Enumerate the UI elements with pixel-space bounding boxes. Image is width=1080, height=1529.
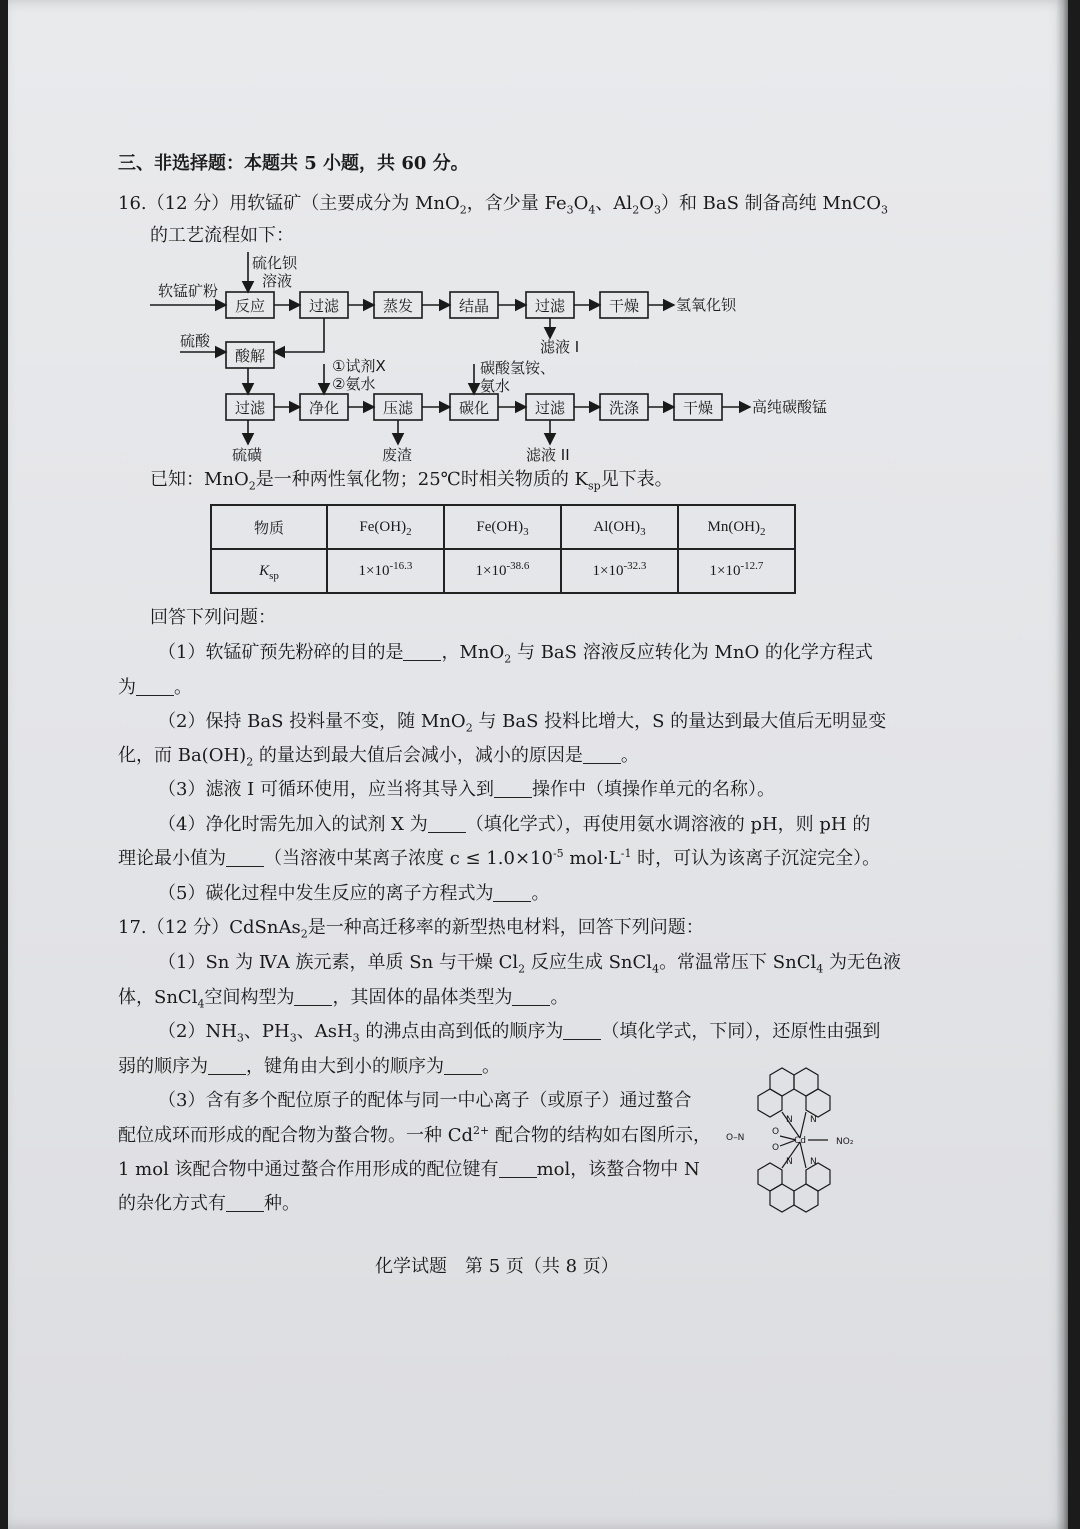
- answer-blank[interactable]: [403, 642, 441, 661]
- label-purify: 净化: [309, 399, 340, 417]
- answer-blank[interactable]: [583, 745, 621, 764]
- paper-edge-shadow: [1056, 0, 1068, 1529]
- q17-part2-line1: $(2)NH_3$、$PH_3$、AsH$_3$ 的沸点由高到低的顺序为 （填化学式，下同），还原性由强到: [158, 1021, 881, 1045]
- label-o1: O: [772, 1127, 780, 1137]
- q17-part3-line1: （3）含有多个配位原子的配体与同一中心离子（或原子）通过螯合: [158, 1090, 692, 1111]
- label-sulfur: 硫磺: [232, 446, 263, 464]
- table-row-label: $K_{sp}$: [211, 549, 327, 593]
- q17-header: 17.（12 分）CdSnAs$_2$是一种高迁移率的新型热电材料，回答下列问题：: [118, 917, 704, 941]
- label-bas-1: 硫化钡: [252, 254, 298, 272]
- table-cell: $1\times 10^{-16.3}$: [327, 549, 444, 593]
- answer-blank[interactable]: [226, 1193, 264, 1212]
- table-cell: $1\times 10^{-38.6}$: [444, 549, 561, 593]
- label-reagent-x: ①试剂X: [332, 357, 386, 375]
- answer-blank[interactable]: [294, 987, 332, 1006]
- label-n: N: [810, 1115, 817, 1125]
- section-title: 三、非选择题：本题共 5 小题，共 60 分。: [118, 153, 469, 174]
- answer-blank[interactable]: [493, 883, 531, 902]
- label-ono: O–N: [726, 1133, 745, 1143]
- label-dry2: 干燥: [683, 399, 714, 417]
- q17-part1-line1: （1）Sn 为 ⅣA 族元素，单质 Sn 与干燥 $Cl_2$ 反应生成 SnCl$_4$。常温常压下 SnCl$_4$ 为无色液: [158, 952, 901, 976]
- q17-part3-line3: 1 mol 该配合物中通过螯合作用形成的配位键有 mol，该螯合物中 N: [118, 1159, 700, 1180]
- label-evap: 蒸发: [383, 297, 414, 315]
- label-filter1: 过滤: [309, 297, 340, 315]
- label-nh4hco3-1: 碳酸氢铵、: [480, 359, 556, 377]
- cd-complex-structure-diagram: [720, 1060, 880, 1220]
- label-product1: 氢氧化钡: [676, 296, 737, 314]
- table-header-cell: $Mn(OH)_2$: [678, 505, 795, 549]
- q16-header: 16.（12 分）用软锰矿（主要成分为 MnO$_2$，含少量 $Fe_3O_4$、$Al_2O_3$）和 BaS 制备高纯 MnCO$_3$: [118, 193, 888, 217]
- label-filter2: 过滤: [535, 297, 566, 315]
- ksp-table-value-row: [211, 549, 795, 593]
- label-cd: Cd: [794, 1136, 806, 1146]
- label-cryst: 结晶: [459, 297, 490, 315]
- answer-blank[interactable]: [512, 987, 550, 1006]
- label-filter4: 过滤: [535, 399, 566, 417]
- table-cell: $1\times 10^{-12.7}$: [678, 549, 795, 593]
- label-wash: 洗涤: [609, 399, 640, 417]
- label-o2: O: [772, 1143, 780, 1153]
- label-no2: NO₂: [836, 1137, 854, 1147]
- answer-blank[interactable]: [444, 1056, 482, 1075]
- label-bas-2: 溶液: [262, 272, 293, 290]
- answer-blank[interactable]: [208, 1056, 246, 1075]
- label-n: N: [786, 1157, 793, 1167]
- q16-part5: （5）碳化过程中发生反应的离子方程式为 。: [158, 883, 550, 904]
- label-react: 反应: [235, 297, 266, 315]
- q16-part1-line1: （1）软锰矿预先粉碎的目的是 ，MnO$_2$ 与 BaS 溶液反应转化为 MnO 的化学方程式: [158, 642, 873, 666]
- label-product2: 高纯碳酸锰: [752, 398, 828, 416]
- label-nh4hco3-2: 氨水: [480, 377, 511, 395]
- q17-part2-line2: 弱的顺序为 ，键角由大到小的顺序为 。: [118, 1056, 500, 1077]
- process-flow-diagram: [140, 250, 860, 470]
- answer-blank[interactable]: [499, 1159, 537, 1178]
- label-filter3: 过滤: [235, 399, 266, 417]
- q16-header-line2: 的工艺流程如下：: [150, 225, 294, 246]
- answer-prompt: 回答下列问题：: [150, 607, 276, 628]
- label-n: N: [810, 1157, 817, 1167]
- q16-part2-line2: 化，而 $Ba(OH)_2$ 的量达到最大值后会减小，减小的原因是 。: [118, 745, 639, 769]
- q17-part3-line2: 配位成环而形成的配合物为螯合物。一种 $Cd^{2+}$ 配合物的结构如右图所示，: [118, 1124, 711, 1146]
- table-header-cell: $Fe(OH)_2$: [327, 505, 444, 549]
- answer-blank[interactable]: [136, 677, 174, 696]
- label-press-filter: 压滤: [383, 399, 414, 417]
- table-cell: $1\times 10^{-32.3}$: [561, 549, 678, 593]
- q16-part3: （3）滤液 I 可循环使用，应当将其导入到 操作中（填操作单元的名称）。: [158, 779, 776, 800]
- q16-part4-line2: 理论最小值为 （当溶液中某离子浓度 $c \le 1.0\times 10^{-5}$ $mol\cdot L^{-1}$ 时，可认为该离子沉淀完全）。: [118, 847, 881, 869]
- label-carbonize: 碳化: [459, 399, 490, 417]
- label-acid-dissolve: 酸解: [235, 347, 266, 365]
- q16-part4-line1: （4）净化时需先加入的试剂 X 为 （填化学式），再使用氨水调溶液的 pH，则 pH 的: [158, 814, 871, 835]
- q16-known: 已知：MnO$_2$是一种两性氧化物；25℃时相关物质的 $K_{sp}$见下表。: [150, 469, 673, 493]
- q16-part1-line2: 为 。: [118, 677, 192, 698]
- label-ore: 软锰矿粉: [158, 282, 219, 300]
- answer-blank[interactable]: [226, 848, 264, 867]
- label-n: N: [786, 1115, 793, 1125]
- ksp-table: [210, 504, 796, 594]
- ksp-table-header-row: [211, 505, 795, 549]
- q17-part3-line4: 的杂化方式有 种。: [118, 1193, 300, 1214]
- label-residue: 废渣: [382, 446, 413, 464]
- label-dry1: 干燥: [609, 297, 640, 315]
- answer-blank[interactable]: [563, 1021, 601, 1040]
- label-filtrate1: 滤液 I: [540, 338, 580, 356]
- q16-part2-line1: （2）保持 BaS 投料量不变，随 MnO$_2$ 与 BaS 投料比增大，S 的量达到最大值后无明显变: [158, 711, 887, 735]
- table-header-cell: 物质: [211, 505, 327, 549]
- table-header-cell: $Fe(OH)_3$: [444, 505, 561, 549]
- answer-blank[interactable]: [428, 814, 466, 833]
- table-header-cell: $Al(OH)_3$: [561, 505, 678, 549]
- label-filtrate2: 滤液 II: [526, 446, 570, 464]
- label-ammonia: ②氨水: [332, 375, 376, 393]
- q17-part1-line2: 体，SnCl$_4$空间构型为 ，其固体的晶体类型为 。: [118, 987, 569, 1011]
- page-footer: 化学试题 第 5 页（共 8 页）: [375, 1256, 619, 1277]
- label-acid: 硫酸: [180, 332, 211, 350]
- answer-blank[interactable]: [494, 779, 532, 798]
